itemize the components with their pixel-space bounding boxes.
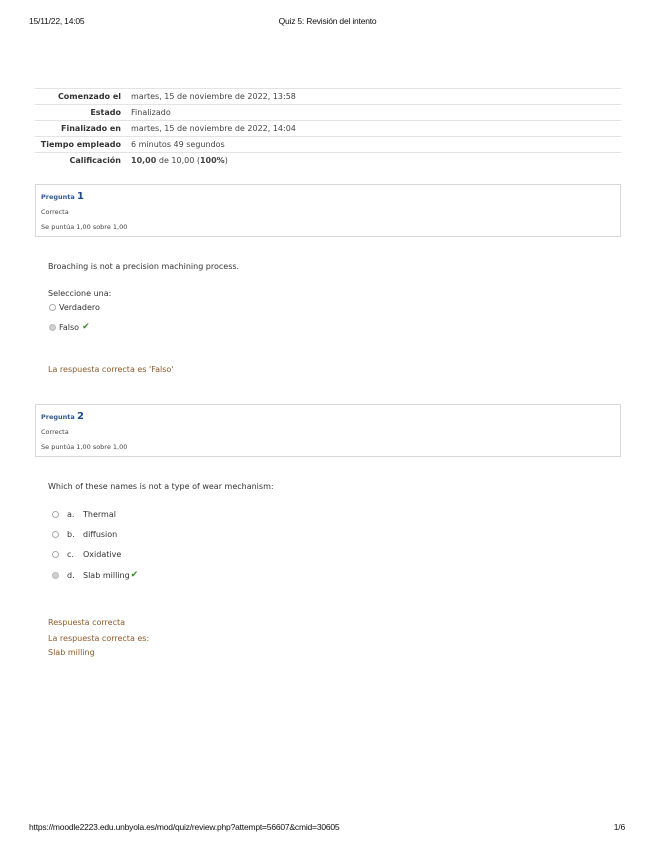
option-label: Falso <box>59 322 80 332</box>
question-1-prompt: Seleccione una: <box>48 289 112 298</box>
summary-value: martes, 15 de noviembre de 2022, 14:04 <box>127 121 621 137</box>
summary-grade-value <box>127 153 621 169</box>
option-letter: c. <box>67 550 74 559</box>
print-datetime: 15/11/22, 14:05 <box>29 16 85 26</box>
summary-label: Estado <box>35 105 127 121</box>
option-label: Thermal <box>83 510 116 519</box>
question-2-right-answer: Slab milling <box>48 648 95 657</box>
question-2-info <box>35 404 621 457</box>
summary-row-finished <box>35 121 621 137</box>
summary-row-grade <box>35 153 621 169</box>
summary-label: Comenzado el <box>35 89 127 105</box>
question-state: Correcta <box>41 428 69 436</box>
option-d[interactable] <box>52 570 138 580</box>
grade-percent: 100% <box>199 156 225 165</box>
attempt-summary-table <box>35 88 621 168</box>
question-2-right-answer-label: La respuesta correcta es: <box>48 634 150 643</box>
grade-mid: de 10,00 ( <box>158 156 200 165</box>
question-1-text: Broaching is not a precision machining process. <box>48 262 240 271</box>
summary-label: Calificación <box>35 153 127 169</box>
question-2-text: Which of these names is not a type of wear mechanism: <box>48 482 274 491</box>
option-falso[interactable] <box>49 322 90 332</box>
radio-button[interactable] <box>52 511 59 518</box>
grade-end: ) <box>224 156 228 165</box>
option-letter: b. <box>67 530 75 539</box>
question-1-info <box>35 184 621 237</box>
summary-row-started <box>35 89 621 105</box>
question-grade: Se puntúa 1,00 sobre 1,00 <box>41 443 128 451</box>
option-b[interactable] <box>52 530 117 539</box>
option-c[interactable] <box>52 550 121 559</box>
option-verdadero[interactable] <box>49 303 100 312</box>
summary-label: Tiempo empleado <box>35 137 127 153</box>
question-2-feedback: Respuesta correcta <box>48 618 126 627</box>
radio-button-selected[interactable] <box>52 572 59 579</box>
summary-value: Finalizado <box>127 105 621 121</box>
correct-check-icon: ✔ <box>130 570 139 580</box>
question-1-right-answer: La respuesta correcta es 'Falso' <box>48 365 174 374</box>
option-letter: d. <box>67 570 75 580</box>
option-a[interactable] <box>52 510 116 519</box>
question-number: Pregunta 2 <box>41 411 85 422</box>
summary-value: 6 minutos 49 segundos <box>127 137 621 153</box>
summary-label: Finalizado en <box>35 121 127 137</box>
radio-button-selected[interactable] <box>49 324 56 331</box>
grade-score: 10,00 <box>131 156 157 165</box>
summary-row-state <box>35 105 621 121</box>
print-title: Quiz 5: Revisión del intento <box>278 16 377 26</box>
radio-button[interactable] <box>52 531 59 538</box>
radio-button[interactable] <box>52 551 59 558</box>
option-label: diffusion <box>83 530 118 539</box>
question-state: Correcta <box>41 208 69 216</box>
option-label: Oxidative <box>83 550 122 559</box>
option-label: Verdadero <box>59 303 100 312</box>
option-label: Slab milling <box>83 570 130 580</box>
option-letter: a. <box>67 510 75 519</box>
summary-row-time <box>35 137 621 153</box>
print-url: https://moodle2223.edu.unbyola.es/mod/quiz/review.php?attempt=56607&cmid=30605 <box>29 822 340 832</box>
print-page-number: 1/6 <box>613 822 625 832</box>
question-number: Pregunta 1 <box>41 191 85 202</box>
question-grade: Se puntúa 1,00 sobre 1,00 <box>41 223 128 231</box>
radio-button[interactable] <box>49 304 56 311</box>
correct-check-icon: ✔ <box>82 322 90 332</box>
summary-value: martes, 15 de noviembre de 2022, 13:58 <box>127 89 621 105</box>
